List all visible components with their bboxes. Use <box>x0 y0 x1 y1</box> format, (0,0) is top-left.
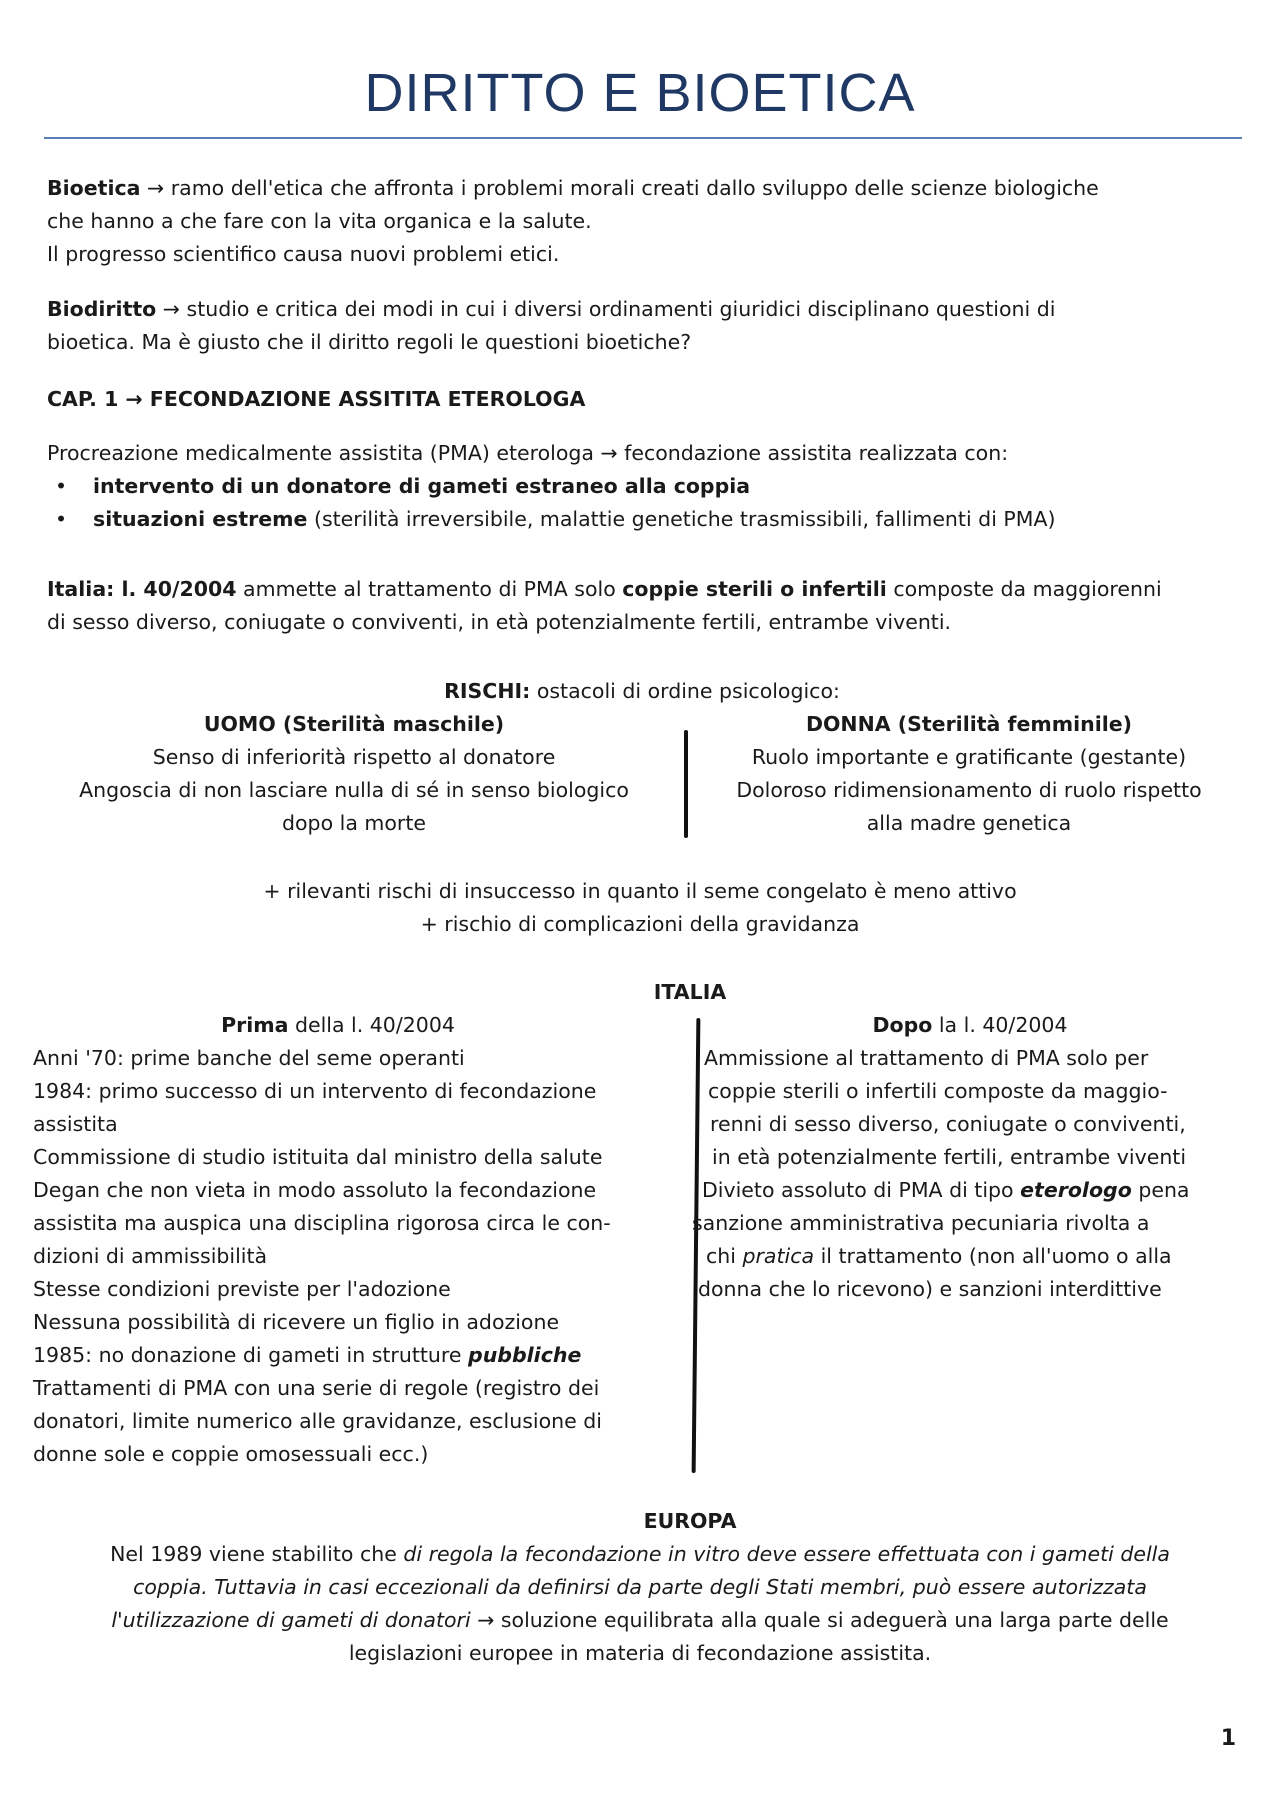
italia-heading: ITALIA <box>653 980 727 1004</box>
dopo-line: Ammissione al trattamento di PMA solo per <box>704 1046 1149 1070</box>
bioetica-paragraph <box>47 172 1237 271</box>
prima-line: Trattamenti di PMA con una serie di regole (registro dei <box>33 1376 600 1400</box>
divieto-c: pena <box>1131 1178 1190 1202</box>
prima-column <box>33 1009 683 1471</box>
bullet-icon: • <box>55 507 68 531</box>
dopo-divieto <box>700 1174 1240 1207</box>
rischi-heading <box>47 675 1237 708</box>
progress-sentence: Il progresso scientifico causa nuovi problemi etici. <box>47 242 560 266</box>
dopo-heading <box>700 1009 1240 1042</box>
bullet-text: intervento di un donatore di gameti estraneo alla coppia <box>93 474 751 498</box>
uomo-line: Senso di inferiorità rispetto al donatore <box>152 745 556 769</box>
uomo-heading: UOMO (Sterilità maschile) <box>203 712 505 736</box>
prima-line: dizioni di ammissibilità <box>33 1244 268 1268</box>
bioetica-definition-line-2: che hanno a che fare con la vita organica e la salute. <box>47 209 592 233</box>
europa-l3-b: → soluzione equilibrata alla quale si adeguerà una larga parte delle <box>470 1608 1169 1632</box>
prima-line: Stesse condizioni previste per l'adozione <box>33 1277 451 1301</box>
divieto-a: Divieto assoluto di PMA di tipo <box>702 1178 1021 1202</box>
law-line-2: di sesso diverso, coniugate o conviventi, in età potenzialmente fertili, entrambe viventi. <box>47 610 952 634</box>
law-text-a: ammette al trattamento di PMA solo <box>236 577 623 601</box>
pma-definition: Procreazione medicalmente assistita (PMA) eterologa → fecondazione assistita realizzata con: <box>47 441 1009 465</box>
prima-heading-rest: della l. 40/2004 <box>288 1013 455 1037</box>
bullet-rest: (sterilità irreversibile, malattie genetiche trasmissibili, fallimenti di PMA) <box>307 507 1056 531</box>
europa-l2: coppia. Tuttavia in casi eccezionali da definirsi da parte degli Stati membri, può essere autorizzata <box>133 1575 1147 1599</box>
column-divider <box>684 730 688 838</box>
rischi-text: ostacoli di ordine psicologico: <box>530 679 840 703</box>
prima-line: 1984: primo successo di un intervento di fecondazione <box>33 1079 597 1103</box>
dopo-line: renni di sesso diverso, coniugate o conviventi, <box>710 1112 1186 1136</box>
law-text-b: composte da maggiorenni <box>886 577 1162 601</box>
bioetica-term: Bioetica <box>47 176 141 200</box>
prima-line: Degan che non vieta in modo assoluto la fecondazione <box>33 1178 597 1202</box>
bioetica-definition-line-1: ramo dell'etica che affronta i problemi morali creati dallo sviluppo delle scienze biologiche <box>170 176 1099 200</box>
europa-paragraph <box>40 1538 1240 1670</box>
divieto-b: eterologo <box>1020 1178 1132 1202</box>
arrow-right-icon: → <box>146 176 165 200</box>
prima-line-1985 <box>33 1339 683 1372</box>
prima-line: Anni '70: prime banche del seme operanti <box>33 1046 465 1070</box>
bullet-icon: • <box>55 474 68 498</box>
rischi-label: RISCHI: <box>444 679 531 703</box>
uomo-line: dopo la morte <box>282 811 426 835</box>
line-1985-b: pubbliche <box>468 1343 582 1367</box>
bullet-item-2 <box>47 503 1237 536</box>
chi-b: pratica <box>742 1244 815 1268</box>
prima-heading-bold: Prima <box>221 1013 289 1037</box>
chi-c: il trattamento (non all'uomo o alla <box>814 1244 1172 1268</box>
prima-heading <box>33 1009 683 1042</box>
dopo-line: coppie sterili o infertili composte da maggio- <box>708 1079 1168 1103</box>
dopo-chi <box>700 1240 1240 1273</box>
prima-line: donatori, limite numerico alle gravidanze, esclusione di <box>33 1409 602 1433</box>
law-bold: coppie sterili o infertili <box>622 577 887 601</box>
chapter-heading: CAP. 1 → FECONDAZIONE ASSITITA ETEROLOGA <box>47 387 586 411</box>
prima-line: assistita ma auspica una disciplina rigorosa circa le con- <box>33 1211 611 1235</box>
line-1985-a: 1985: no donazione di gameti in strutture <box>33 1343 469 1367</box>
rischi-extra-1: + rilevanti rischi di insuccesso in quanto il seme congelato è meno attivo <box>263 879 1017 903</box>
law-label: Italia: l. 40/2004 <box>47 577 237 601</box>
donna-line: Ruolo importante e gratificante (gestante) <box>751 745 1187 769</box>
rischi-extra <box>40 875 1240 941</box>
title-underline <box>44 137 1242 139</box>
uomo-column <box>40 708 668 840</box>
dopo-line: donna che lo ricevono) e sanzioni interdittive <box>698 1277 1162 1301</box>
bullet-text <box>93 503 1055 536</box>
donna-column <box>698 708 1240 840</box>
prima-line: Commissione di studio istituita dal ministro della salute <box>33 1145 603 1169</box>
dopo-column <box>692 1009 1240 1306</box>
rischi-extra-2: + rischio di complicazioni della gravidanza <box>420 912 860 936</box>
europa-l3-a: l'utilizzazione di gameti di donatori <box>111 1608 471 1632</box>
donna-line: alla madre genetica <box>866 811 1072 835</box>
prima-line: donne sole e coppie omosessuali ecc.) <box>33 1442 429 1466</box>
arrow-right-icon: → <box>162 297 180 321</box>
chi-a: chi <box>706 1244 743 1268</box>
donna-line: Doloroso ridimensionamento di ruolo rispetto <box>736 778 1202 802</box>
page-title: DIRITTO E BIOETICA <box>364 63 916 123</box>
bullet-bold: situazioni estreme <box>93 507 308 531</box>
uomo-line: Angoscia di non lasciare nulla di sé in senso biologico <box>79 778 629 802</box>
dopo-heading-rest: la l. 40/2004 <box>932 1013 1068 1037</box>
biodiritto-definition-line-1: studio e critica dei modi in cui i diversi ordinamenti giuridici disciplinano questioni di <box>186 297 1056 321</box>
prima-line: Nessuna possibilità di ricevere un figlio in adozione <box>33 1310 560 1334</box>
europa-heading: EUROPA <box>643 1509 737 1533</box>
dopo-line: in età potenzialmente fertili, entrambe viventi <box>712 1145 1187 1169</box>
dopo-line: sanzione amministrativa pecuniaria rivolta a <box>692 1211 1150 1235</box>
page-number: 1 <box>1220 1726 1236 1751</box>
bullet-item-1 <box>47 470 1237 503</box>
europa-l1-b: di regola la fecondazione in vitro deve essere effettuata con i gameti della <box>403 1542 1170 1566</box>
europa-l1-a: Nel 1989 viene stabilito che <box>110 1542 404 1566</box>
biodiritto-paragraph <box>47 293 1237 359</box>
italia-law-paragraph <box>47 573 1237 639</box>
biodiritto-definition-line-2: bioetica. Ma è giusto che il diritto regoli le questioni bioetiche? <box>47 330 692 354</box>
donna-heading: DONNA (Sterilità femminile) <box>805 712 1133 736</box>
biodiritto-term: Biodiritto <box>47 297 157 321</box>
prima-line: assistita <box>33 1112 118 1136</box>
dopo-heading-bold: Dopo <box>872 1013 933 1037</box>
europa-l4: legislazioni europee in materia di fecondazione assistita. <box>348 1641 932 1665</box>
